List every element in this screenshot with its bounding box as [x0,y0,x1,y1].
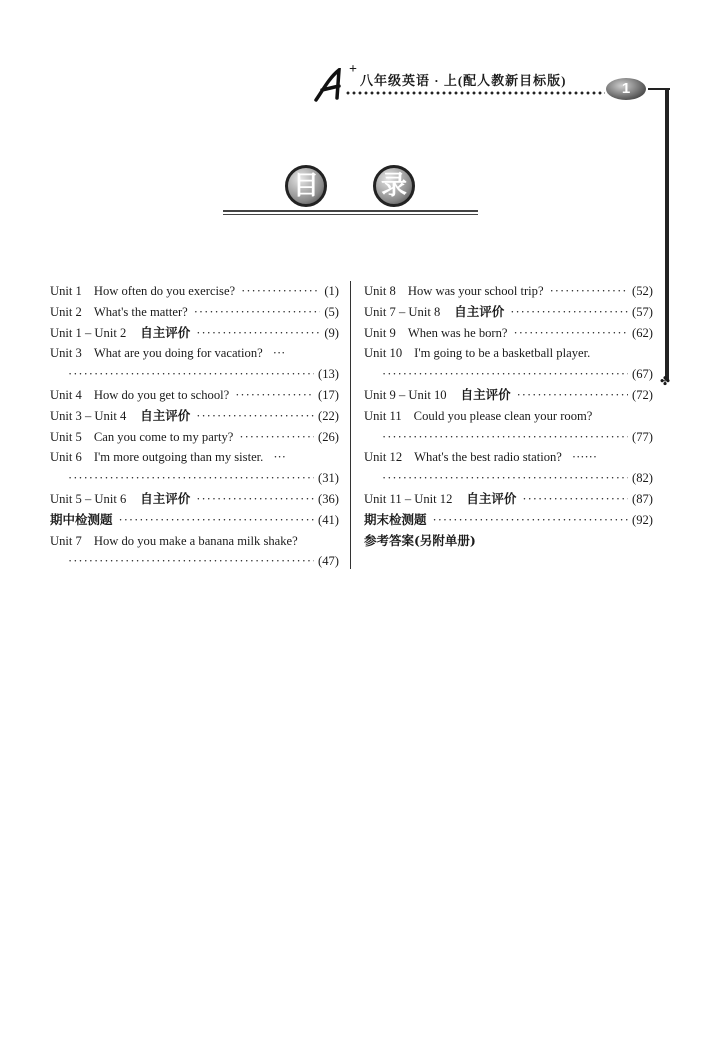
toc-page: (57) [632,304,653,319]
toc-unit: Unit 2 [50,304,82,319]
toc-entry[interactable] [364,447,653,489]
column-divider [350,281,351,569]
toc-continuation: ··· [272,346,286,361]
side-ornament-icon: ✤ [660,374,671,388]
toc-entry[interactable] [364,302,653,323]
toc-line [364,343,653,364]
toc-line [50,489,339,510]
toc-title: Could you please clean your room? [413,408,593,423]
toc-line [50,468,339,489]
toc-line [50,551,339,572]
toc-line [364,531,653,552]
toc-page: (82) [632,471,653,486]
side-bar [665,88,669,380]
toc-left-column [50,281,339,572]
toc-leader [514,323,629,344]
toc-line [364,427,653,448]
toc-eval-label: 自主评价 [140,407,191,423]
toc-unit: Unit 7 [50,533,82,548]
toc-page: (47) [318,554,339,569]
toc-leader [196,489,314,510]
toc-title: How was your school trip? [407,284,544,298]
toc-leader [382,468,628,489]
toc-leader [517,385,628,406]
toc-page: (13) [318,367,339,382]
toc-unit: Unit 3 [50,346,82,361]
toc-page: (17) [318,387,339,402]
toc-page: (26) [318,429,339,444]
logo-plus: + [349,62,357,77]
toc-line [364,447,653,468]
toc-unit: Unit 8 [364,284,396,298]
toc-page: (77) [632,429,653,444]
toc-heading: 参考答案(另附单册) [364,532,476,548]
toc-entry[interactable] [50,302,339,323]
toc-entry[interactable] [50,427,339,448]
toc-leader [194,302,321,323]
toc-title: How often do you exercise? [93,284,236,298]
toc-title: Can you come to my party? [93,429,234,444]
toc-entry[interactable] [50,531,339,573]
toc-eval-label: 自主评价 [460,386,511,402]
toc-line [50,281,339,302]
toc-title: How do you make a banana milk shake? [93,533,298,548]
toc-line [50,510,339,531]
toc-entry[interactable] [50,343,339,385]
toc-line [364,364,653,385]
toc-entry[interactable] [50,510,339,531]
toc-line [50,447,339,468]
toc-entry[interactable] [364,323,653,344]
toc-leader [382,364,628,385]
toc-eval-label: 自主评价 [466,490,517,506]
title-char-lu: 录 [373,165,415,207]
toc-entry[interactable] [50,323,339,344]
toc-entry[interactable] [364,343,653,385]
toc-unit: Unit 4 [50,387,82,402]
toc-page: (72) [632,387,653,402]
toc-leader [235,385,314,406]
toc-line [50,343,339,364]
toc-entry[interactable] [364,510,653,531]
toc-line [364,302,653,323]
toc-leader [522,489,628,510]
toc-page: (22) [318,408,339,423]
toc-page: (67) [632,367,653,382]
toc-title: What's the best radio station? [414,450,562,465]
toc-entry[interactable] [50,385,339,406]
toc-entry[interactable] [50,447,339,489]
toc-leader [68,468,314,489]
toc-right-column [364,281,653,551]
title-char-mu: 目 [285,165,327,207]
toc-leader [68,364,314,385]
toc-entry[interactable] [364,489,653,510]
toc-line [50,302,339,323]
toc-line [364,489,653,510]
title-rule-thin [223,214,478,215]
toc-entry[interactable] [50,406,339,427]
toc-unit: Unit 9 – Unit 10 [364,387,447,402]
toc-page: (92) [632,512,653,527]
toc-unit: Unit 12 [364,450,403,465]
toc-unit: Unit 1 [50,284,82,298]
toc-leader [382,427,628,448]
toc-page: (9) [324,325,339,340]
toc-line [50,406,339,427]
page-number-badge: 1 [606,78,646,100]
toc-unit: Unit 10 [364,346,403,361]
toc-page: (87) [632,491,653,506]
toc-line [50,531,339,552]
toc-entry[interactable] [364,281,653,302]
toc-line [364,510,653,531]
toc-continuation: ··· [273,450,286,465]
toc-title: What's the matter? [93,304,188,319]
toc-line [50,427,339,448]
toc-leader [196,323,320,344]
toc-unit: Unit 11 [364,408,402,423]
toc-leader [196,406,314,427]
toc-line [50,323,339,344]
toc-page: (62) [632,325,653,340]
toc-eval-label: 自主评价 [140,490,191,506]
toc-unit: Unit 5 [50,429,82,444]
toc-title: When was he born? [407,325,508,340]
toc-leader [239,427,314,448]
toc-page: (31) [318,471,339,486]
series-logo [313,68,347,102]
toc-entry[interactable] [364,406,653,448]
title-rule [223,210,478,212]
toc-unit: Unit 7 – Unit 8 [364,304,441,319]
toc-entry[interactable] [50,489,339,510]
toc-line [50,385,339,406]
toc-entry[interactable] [364,531,653,552]
book-title: 八年级英语 · 上(配人教新目标版) [360,73,567,88]
toc-leader [510,302,628,323]
toc-line [364,323,653,344]
toc-line [50,364,339,385]
toc-unit: Unit 11 – Unit 12 [364,491,453,506]
toc-page: (36) [318,491,339,506]
toc-leader [241,281,320,302]
toc-leader [550,281,628,302]
toc-eval-label: 自主评价 [140,324,191,340]
toc-leader [68,551,314,572]
toc-title: What are you doing for vacation? [93,346,263,361]
toc-line [364,468,653,489]
toc-page: (41) [318,512,339,527]
toc-eval-label: 自主评价 [454,303,505,319]
toc-page: (52) [632,284,653,298]
toc-leader [433,510,629,531]
toc-title: I'm going to be a basketball player. [414,346,591,361]
toc-entry[interactable] [50,281,339,302]
toc-unit: Unit 1 – Unit 2 [50,325,127,340]
toc-line [364,406,653,427]
toc-title: I'm more outgoing than my sister. [93,450,264,465]
toc-entry[interactable] [364,385,653,406]
toc-leader [119,510,315,531]
toc-heading: 期末检测题 [364,511,427,527]
toc-unit: Unit 5 – Unit 6 [50,491,127,506]
toc-line [364,385,653,406]
toc-line [364,281,653,302]
toc-continuation: ······ [571,450,598,465]
toc-unit: Unit 9 [364,325,396,340]
toc-page: (5) [324,304,339,319]
toc-unit: Unit 6 [50,450,82,465]
toc-unit: Unit 3 – Unit 4 [50,408,127,423]
toc-heading: 期中检测题 [50,511,113,527]
toc-title: How do you get to school? [93,387,230,402]
toc-page: (1) [324,284,339,298]
header-dotted-rule [345,90,605,96]
